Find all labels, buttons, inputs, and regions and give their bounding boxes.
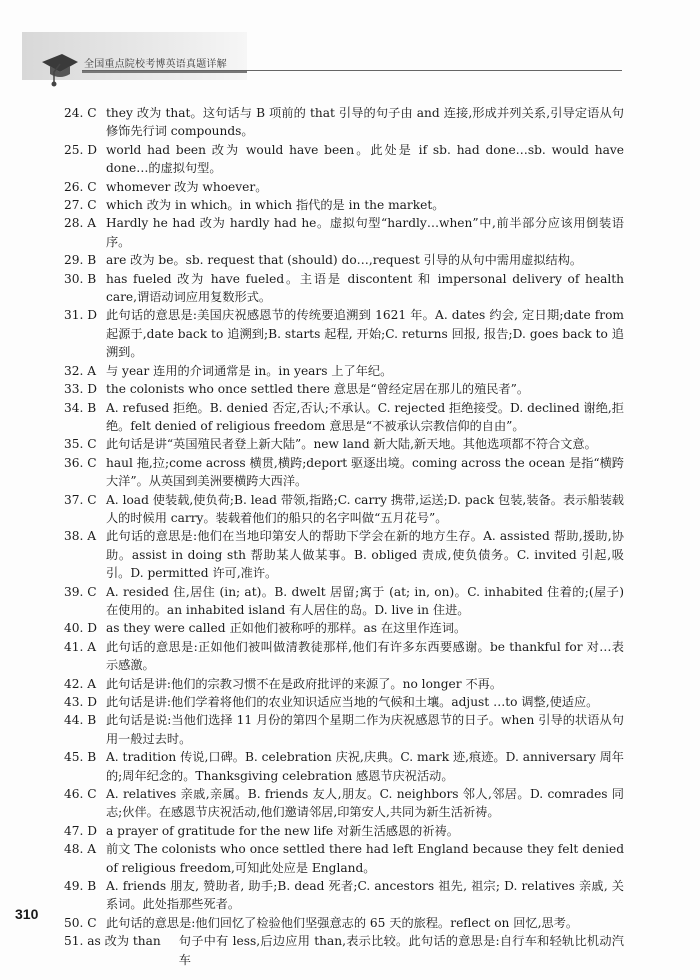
answer-entry <box>64 435 624 453</box>
question-number: 40. D <box>64 621 98 636</box>
explanation-text: 与 year 连用的介词通常是 in。in years 上了年纪。 <box>106 363 393 378</box>
answer-entry <box>64 822 624 840</box>
answer-entry <box>64 399 624 436</box>
question-number: 31. D <box>64 308 98 323</box>
question-number: 42. A <box>64 676 97 691</box>
question-number: 30. B <box>64 271 97 286</box>
explanation-text: A. resided 住,居住 (in; at)。B. dwelt 居留;寓于 (at; in, on)。C. inhabited 住着的;(屋子)在使用的。an inhabited island 有人居住的岛。D. live in 住进。 <box>106 584 624 617</box>
question-number: 38. A <box>64 529 97 544</box>
answer-entry <box>64 380 624 398</box>
question-number: 48. A <box>64 842 97 857</box>
explanation-text: 此句话的意思是:美国庆祝感恩节的传统要追溯到 1621 年。A. dates 约会, 定日期;date from 起源于,date back to 追溯到;B. starts 起程, 开始;C. returns 回报, 报告;D. goes back to 追溯到。 <box>106 308 624 360</box>
explanation-text: 前文 The colonists who once settled there had left England because they felt denied of religious freedom,可知此处应是 England。 <box>106 842 624 875</box>
explanation-text: 此句话的意思是:他们回忆了检验他们坚强意志的 65 天的旅程。reflect on 回忆,思考。 <box>106 915 579 930</box>
explanation-text: which 改为 in which。in which 指代的是 in the market。 <box>106 198 445 213</box>
explanation-text: they 改为 that。这句话与 B 项前的 that 引导的句子由 and 连接,形成并列关系,引导定语从句修饰先行词 compounds。 <box>106 106 624 139</box>
explanation-text: A. refused 拒绝。B. denied 否定,否认;不承认。C. rejected 拒绝接受。D. declined 谢绝,拒绝。felt denied of religious freedom 意思是“不被承认宗教信仰的自由”。 <box>106 400 624 433</box>
explanation-text: a prayer of gratitude for the new life 对新生活感恩的祈祷。 <box>106 823 459 838</box>
answer-entry <box>64 932 624 969</box>
explanation-text: 此句话是讲:他们的宗教习惯不在是政府批评的来源了。no longer 不再。 <box>106 676 503 691</box>
answer-entry <box>64 638 624 675</box>
answer-entry <box>64 748 624 785</box>
question-number: 34. B <box>64 400 97 415</box>
explanation-text: 此句话的意思是:正如他们被叫做清教徒那样,他们有许多东西要感谢。be thankful for 对…表示感激。 <box>106 639 624 673</box>
question-number: 46. C <box>64 787 97 802</box>
question-number: 27. C <box>64 198 97 213</box>
explanation-text: Hardly he had 改为 hardly had he。虚拟句型“hardly…when”中,前半部分应该用倒装语序。 <box>106 216 624 249</box>
explanation-text: 此句话是说:当他们选择 11 月份的第四个星期二作为庆祝感恩节的日子。when 引导的状语从句用一般过去时。 <box>106 713 624 746</box>
header-rule-accent <box>82 71 247 73</box>
question-number: 47. D <box>64 823 98 838</box>
answer-entry <box>64 454 624 491</box>
question-number: 24. C <box>64 106 97 120</box>
answer-entry <box>64 583 624 620</box>
answer-explanations <box>64 104 624 969</box>
question-number: 51. as 改为 than <box>64 934 161 949</box>
question-number: 32. A <box>64 363 97 378</box>
answer-entry <box>64 877 624 914</box>
answer-entry <box>64 619 624 637</box>
question-number: 44. B <box>64 713 97 728</box>
explanation-text: 此句话是讲“英国殖民者登上新大陆”。new land 新大陆,新天地。其他选项都不符合文意。 <box>106 437 597 452</box>
question-number: 25. D <box>64 142 98 157</box>
answer-entry <box>64 840 624 877</box>
explanation-text: the colonists who once settled there 意思是“曾经定居在那儿的殖民者”。 <box>106 382 530 397</box>
graduation-cap-icon <box>40 50 80 90</box>
answer-entry <box>64 491 624 528</box>
question-number: 41. A <box>64 639 97 654</box>
question-number: 33. D <box>64 382 98 397</box>
question-number: 49. B <box>64 879 97 894</box>
question-number: 39. C <box>64 584 97 599</box>
answer-entry <box>64 178 624 196</box>
question-number: 35. C <box>64 437 97 452</box>
answer-entry <box>64 214 624 251</box>
question-number: 26. C <box>64 179 97 194</box>
answer-entry <box>64 914 624 932</box>
question-number: 29. B <box>64 253 97 268</box>
answer-entry <box>64 104 624 141</box>
explanation-text: A. friends 朋友, 赞助者, 助手;B. dead 死者;C. ancestors 祖先, 祖宗; D. relatives 亲戚, 关系词。此处指那些死者。 <box>106 879 624 912</box>
explanation-text: A. load 使装载,使负荷;B. lead 带领,指路;C. carry 携带,运送;D. pack 包装,装备。表示船装载人的时候用 carry。装载着他们的船只的名字叫做“五月花号”。 <box>106 492 624 525</box>
question-number: 45. B <box>64 750 97 765</box>
answer-entry <box>64 527 624 582</box>
page-number: 310 <box>15 906 39 922</box>
question-number: 28. A <box>64 216 97 231</box>
question-number: 37. C <box>64 492 97 507</box>
explanation-text: has fueled 改为 have fueled。主语是 discontent 和 impersonal delivery of health care,谓语动词应用复数形式。 <box>106 271 624 305</box>
explanation-text: A. tradition 传说,口碑。B. celebration 庆祝,庆典。C. mark 迹,痕迹。D. anniversary 周年的;周年纪念的。Thanksgiving celebration 感恩节庆祝活动。 <box>106 750 624 783</box>
explanation-text: world had been 改为 would have been。此处是 if sb. had done…sb. would have done…的虚拟句型。 <box>106 142 624 176</box>
explanation-text: as they were called 正如他们被称呼的那样。as 在这里作连词。 <box>106 621 467 636</box>
explanation-text: whomever 改为 whoever。 <box>106 179 268 194</box>
book-title: 全国重点院校考博英语真题详解 <box>84 59 227 70</box>
question-number: 43. D <box>64 695 98 709</box>
question-number: 50. C <box>64 915 97 930</box>
explanation-text: 此句话是讲:他们学着将他们的农业知识适应当地的气候和土壤。adjust …to 调整,使适应。 <box>106 695 599 709</box>
question-number: 36. C <box>64 455 97 470</box>
explanation-text: haul 拖,拉;come across 横贯,横跨;deport 驱逐出境。coming across the ocean 是指“横跨大洋”。从英国到美洲要横跨大西洋。 <box>106 455 624 489</box>
answer-entry <box>64 693 624 711</box>
explanation-text: are 改为 be。sb. request that (should) do…,request 引导的从句中需用虚拟结构。 <box>106 253 583 268</box>
answer-entry <box>64 785 624 822</box>
answer-entry <box>64 251 624 269</box>
explanation-text: 句子中有 less,后边应用 than,表示比较。此句话的意思是:自行车和轻轨比机动汽车 <box>178 934 624 967</box>
explanation-text: 此句话的意思是:他们在当地印第安人的帮助下学会在新的地方生存。A. assisted 帮助,援助,协助。assist in doing sth 帮助某人做某事。B. obliged 责成,使负债务。C. invited 引起,吸引。D. permitted 许可,准许。 <box>106 529 624 581</box>
answer-entry <box>64 141 624 178</box>
answer-entry <box>64 711 624 748</box>
answer-entry <box>64 196 624 214</box>
explanation-text: A. relatives 亲戚,亲属。B. friends 友人,朋友。C. neighbors 邻人,邻居。D. comrades 同志;伙伴。在感恩节庆祝活动,他们邀请邻居,印第安人,共同为新生活祈祷。 <box>106 787 624 820</box>
answer-entry <box>64 306 624 361</box>
answer-entry <box>64 362 624 380</box>
answer-entry <box>64 270 624 307</box>
answer-entry <box>64 675 624 693</box>
